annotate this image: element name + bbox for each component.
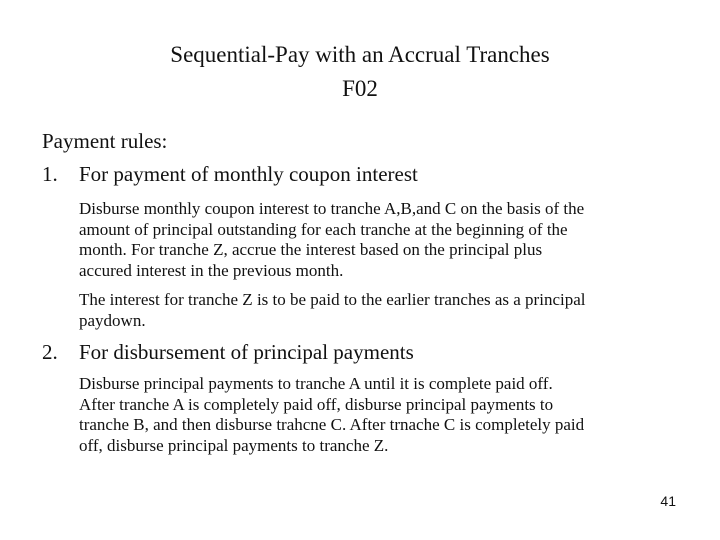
payment-rules-heading: Payment rules:	[42, 129, 168, 153]
text-line: month. For tranche Z, accrue the interest based on the principal plus	[79, 240, 543, 259]
rule-1-paragraph-2	[79, 290, 689, 331]
text-line: amount of principal outstanding for each tranche at the beginning of the	[79, 219, 568, 239]
title-line: Sequential-Pay with an Accrual Tranches	[170, 42, 550, 67]
text-line: Disburse principal payments to tranche A until it is complete paid off.	[79, 374, 553, 393]
rule-2-paragraph-1	[79, 374, 689, 456]
slide-title	[0, 38, 720, 106]
rule-2-title: For disbursement of principal payments	[79, 340, 414, 364]
rule-1-number: 1.	[42, 162, 58, 186]
rule-2-heading	[42, 339, 414, 365]
rule-1-heading	[42, 161, 418, 187]
title-subline: F02	[342, 76, 378, 101]
text-line: off, disburse principal payments to tranche Z.	[79, 435, 389, 455]
text-line: After tranche A is completely paid off, disburse principal payments to	[79, 394, 554, 414]
rule-2-number: 2.	[42, 340, 58, 364]
text-line: tranche B, and then disburse trahcne C. After trnache C is completely paid	[79, 415, 585, 434]
rule-1-paragraph-1	[79, 199, 689, 281]
page-number: 41	[660, 493, 676, 509]
text-line: The interest for tranche Z is to be paid to the earlier tranches as a principal	[79, 290, 586, 309]
text-line: Disburse monthly coupon interest to tranche A,B,and C on the basis of the	[79, 199, 585, 218]
text-line: paydown.	[79, 310, 146, 330]
text-line: accured interest in the previous month.	[79, 260, 344, 280]
rule-1-title: For payment of monthly coupon interest	[79, 162, 418, 186]
